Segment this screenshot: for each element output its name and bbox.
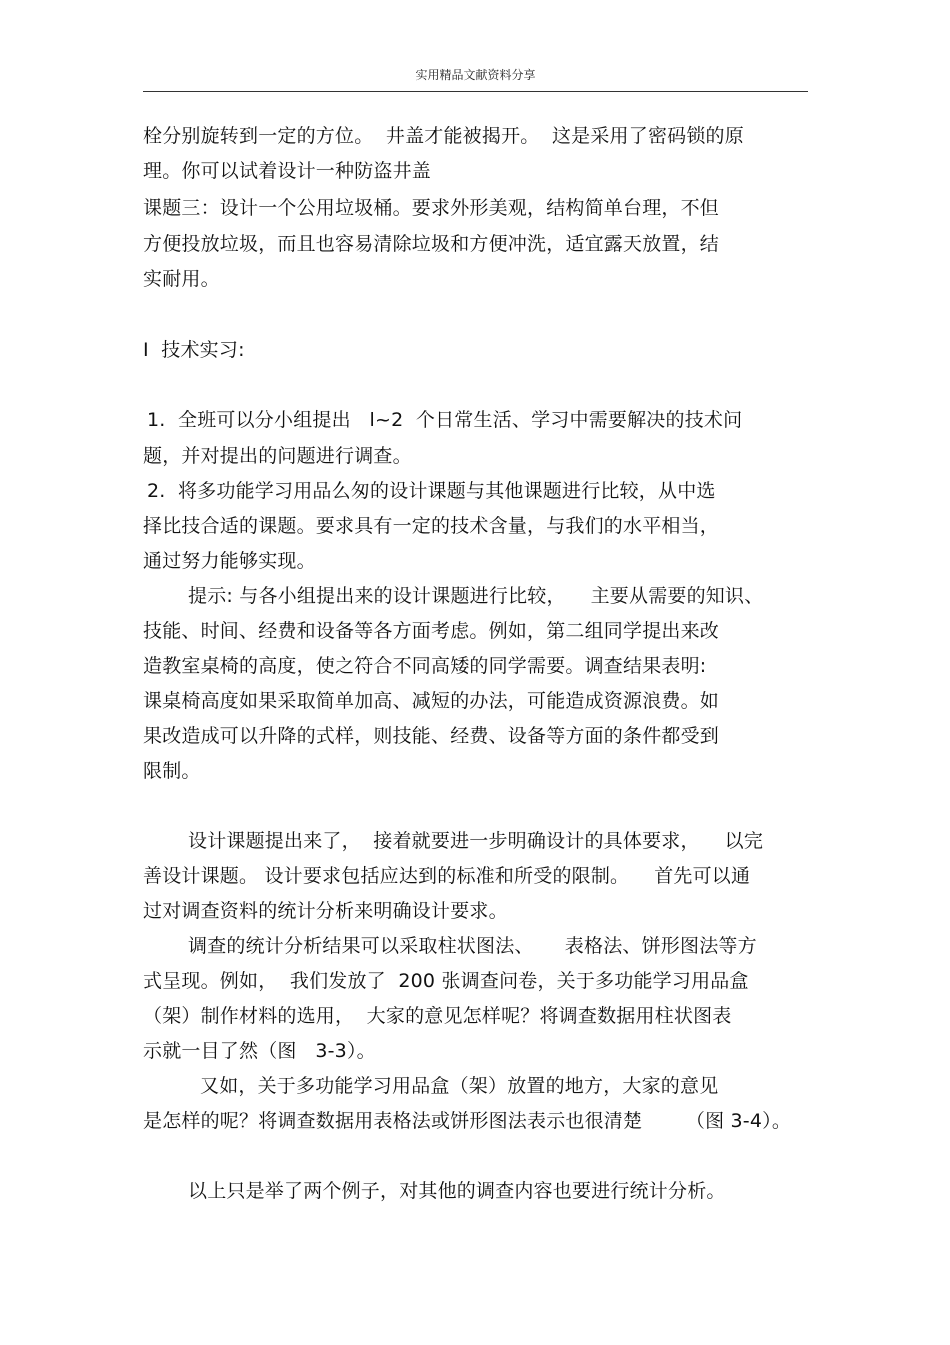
text-line: 是怎样的呢？将调查数据用表格法或饼形图法表示也很清楚 （图 3-4）。 <box>143 1110 792 1132</box>
text-line: 课题三：设计一个公用垃圾桶。要求外形美观，结构简单台理，不但 <box>143 197 720 219</box>
text-line: 实耐用。 <box>143 268 220 290</box>
text-line: 提示: 与各小组提出来的设计课题进行比较， 主要从需要的知识、 <box>188 585 764 607</box>
text-line: 以上只是举了两个例子，对其他的调查内容也要进行统计分析。 <box>188 1180 726 1202</box>
text-line: 式呈现。例如， 我们发放了 200 张调查问卷，关于多功能学习用品盒 <box>143 970 749 992</box>
text-line: 果改造成可以升降的式样，则技能、经费、设备等方面的条件都受到 <box>143 725 720 747</box>
text-line: 1. 全班可以分小组提出 l~2 个日常生活、学习中需要解决的技术问 <box>147 409 743 431</box>
text-line: （架）制作材料的选用， 大家的意见怎样呢？将调查数据用柱状图表 <box>143 1005 732 1027</box>
text-line: 造教室桌椅的高度，使之符合不同高矮的同学需要。调查结果表明: <box>143 655 707 677</box>
text-line: 限制。 <box>143 760 201 782</box>
text-line: 设计课题提出来了， 接着就要进一步明确设计的具体要求， 以完 <box>188 830 764 852</box>
text-line: 课桌椅高度如果采取简单加高、减短的办法，可能造成资源浪费。如 <box>143 690 720 712</box>
text-line: 方便投放垃圾，而且也容易清除垃圾和方便冲洗，适宜露天放置，结 <box>143 233 720 255</box>
header-divider <box>143 91 808 92</box>
page-header: 实用精品文献资料分享 <box>415 68 536 82</box>
section-heading: I 技术实习: <box>143 339 245 361</box>
text-line: 调查的统计分析结果可以采取柱状图法、 表格法、饼形图法等方 <box>188 935 757 957</box>
text-line: 择比技合适的课题。要求具有一定的技术含量，与我们的水平相当， <box>143 515 720 537</box>
text-line: 又如，关于多功能学习用品盒（架）放置的地方，大家的意见 <box>200 1075 719 1097</box>
text-line: 技能、时间、经费和设备等各方面考虑。例如，第二组同学提出来改 <box>143 620 720 642</box>
text-line: 题，并对提出的问题进行调查。 <box>143 445 412 467</box>
text-line: 栓分别旋转到一定的方位。 井盖才能被揭开。 这是采用了密码锁的原 <box>143 125 744 147</box>
text-line: 2. 将多功能学习用品么匆的设计课题与其他课题进行比较，从中选 <box>147 480 716 502</box>
text-line: 善设计课题。 设计要求包括应达到的标准和所受的限制。 首先可以通 <box>143 865 751 887</box>
text-line: 通过努力能够实现。 <box>143 550 316 572</box>
text-line: 理。你可以试着设计一种防盗井盖 <box>143 160 432 182</box>
text-line: 示就一目了然（图 3-3）。 <box>143 1040 376 1062</box>
text-line: 过对调查资料的统计分析来明确设计要求。 <box>143 900 508 922</box>
